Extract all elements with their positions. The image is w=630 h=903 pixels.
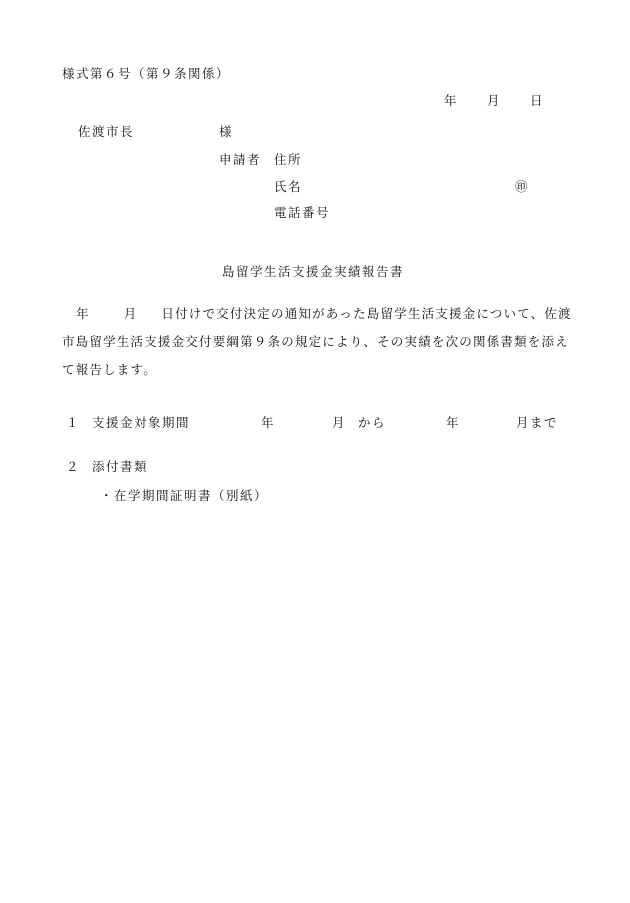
item1-from-month: 月 xyxy=(332,415,345,430)
applicant-name-label: 氏名 xyxy=(274,179,303,194)
applicant-phone-label: 電話番号 xyxy=(274,205,331,220)
addressee-name: 佐渡市長 xyxy=(78,124,135,139)
item1-to-year: 年 xyxy=(446,415,459,430)
item1-from-year: 年 xyxy=(261,415,274,430)
item1-number: １ xyxy=(66,415,79,430)
report-body xyxy=(62,300,582,384)
form-number: 様式第６号（第９条関係） xyxy=(62,66,231,81)
attachment-item: ・在学期間証明書（別紙） xyxy=(100,488,269,503)
applicant-label: 申請者 xyxy=(219,152,262,167)
body-month: 月 xyxy=(123,306,138,321)
date-year: 年 xyxy=(444,93,457,108)
item2-number: ２ xyxy=(66,459,79,474)
item1-to-month: 月まで xyxy=(516,415,559,430)
item2-label: 添付書類 xyxy=(92,459,149,474)
seal-mark: ㊞ xyxy=(515,179,528,194)
date-month: 月 xyxy=(487,93,500,108)
item1-from: から xyxy=(358,415,387,430)
body-year: 年 xyxy=(76,306,90,321)
item1-label: 支援金対象期間 xyxy=(92,415,191,430)
body-text: 日付けで交付決定の通知があった島留学生活支援金について、佐渡市島留学生活支援金交付要綱第９条の規定により、その実績を次の関係書類を添えて報告します。 xyxy=(62,306,572,377)
applicant-address-label: 住所 xyxy=(274,152,303,167)
date-day: 日 xyxy=(530,93,543,108)
addressee-honorific: 様 xyxy=(219,124,232,139)
document-title: 島留学生活支援金実績報告書 xyxy=(222,264,405,279)
